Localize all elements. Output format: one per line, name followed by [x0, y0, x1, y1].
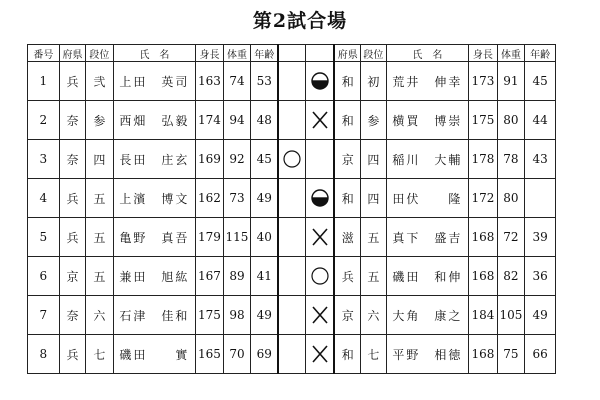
table-row: [28, 296, 556, 335]
header-result-left: [278, 45, 306, 62]
right-result: [306, 257, 335, 296]
right-result: [306, 179, 335, 218]
left-name: 上濱 博文: [113, 179, 196, 218]
left-name: 兼田 旭紘: [113, 257, 196, 296]
right-rank: 五: [361, 257, 386, 296]
left-height: 169: [196, 140, 224, 179]
left-rank: 四: [86, 140, 114, 179]
right-prefecture: 和: [334, 101, 360, 140]
right-name: 真下 盛吉: [386, 218, 469, 257]
right-name: 荒井 伸幸: [386, 62, 469, 101]
right-rank: 五: [361, 218, 386, 257]
bout-number: 2: [28, 101, 60, 140]
left-name: 長田 庄玄: [113, 140, 196, 179]
left-height: 162: [196, 179, 224, 218]
right-result: [306, 335, 335, 374]
right-name: 稲川 大輔: [386, 140, 469, 179]
left-age: 69: [251, 335, 279, 374]
circle-mark-icon: [282, 149, 302, 169]
left-weight: 74: [223, 62, 251, 101]
table-row: [28, 62, 556, 101]
right-weight: 80: [497, 101, 525, 140]
right-weight: 75: [497, 335, 525, 374]
right-age: [525, 179, 556, 218]
left-prefecture: 兵: [59, 179, 85, 218]
left-rank: 弐: [86, 62, 114, 101]
left-prefecture: 京: [59, 257, 85, 296]
left-result: [278, 140, 306, 179]
header-pref-right: 府県: [334, 45, 360, 62]
right-height: 172: [469, 179, 498, 218]
table-row: [28, 140, 556, 179]
right-rank: 参: [361, 101, 386, 140]
left-weight: 94: [223, 101, 251, 140]
right-weight: 105: [497, 296, 525, 335]
left-prefecture: 兵: [59, 218, 85, 257]
left-rank: 参: [86, 101, 114, 140]
half-circle-mark-icon: [310, 188, 330, 208]
circle-mark-icon: [310, 266, 330, 286]
left-height: 167: [196, 257, 224, 296]
right-height: 173: [469, 62, 498, 101]
right-weight: 72: [497, 218, 525, 257]
right-prefecture: 滋: [334, 218, 360, 257]
left-rank: 七: [86, 335, 114, 374]
left-weight: 115: [223, 218, 251, 257]
bout-number: 4: [28, 179, 60, 218]
bout-number: 6: [28, 257, 60, 296]
table-row: [28, 179, 556, 218]
header-row: [28, 45, 556, 62]
right-prefecture: 京: [334, 140, 360, 179]
right-height: 175: [469, 101, 498, 140]
left-result: [278, 335, 306, 374]
table-row: [28, 335, 556, 374]
left-result: [278, 179, 306, 218]
left-height: 163: [196, 62, 224, 101]
left-prefecture: 兵: [59, 335, 85, 374]
left-result: [278, 101, 306, 140]
right-name: 大角 康之: [386, 296, 469, 335]
right-result: [306, 101, 335, 140]
match-table: [27, 44, 556, 374]
header-height-right: 身長: [469, 45, 498, 62]
header-weight-left: 体重: [223, 45, 251, 62]
right-age: 44: [525, 101, 556, 140]
bout-number: 7: [28, 296, 60, 335]
right-rank: 四: [361, 140, 386, 179]
left-age: 45: [251, 140, 279, 179]
right-name: 横買 博崇: [386, 101, 469, 140]
right-name: 田伏 隆: [386, 179, 469, 218]
left-height: 179: [196, 218, 224, 257]
right-age: 66: [525, 335, 556, 374]
left-height: 175: [196, 296, 224, 335]
right-height: 168: [469, 335, 498, 374]
right-rank: 初: [361, 62, 386, 101]
left-rank: 五: [86, 179, 114, 218]
header-age-right: 年齢: [525, 45, 556, 62]
right-height: 168: [469, 257, 498, 296]
right-height: 184: [469, 296, 498, 335]
table-row: [28, 257, 556, 296]
header-name-left: 氏 名: [113, 45, 196, 62]
table-row: [28, 218, 556, 257]
header-name-right: 氏 名: [386, 45, 469, 62]
header-weight-right: 体重: [497, 45, 525, 62]
left-result: [278, 62, 306, 101]
cross-mark-icon: [310, 110, 330, 130]
right-age: 45: [525, 62, 556, 101]
right-rank: 六: [361, 296, 386, 335]
table-row: [28, 101, 556, 140]
left-prefecture: 兵: [59, 62, 85, 101]
header-rank-left: 段位: [86, 45, 114, 62]
header-no: 番号: [28, 45, 60, 62]
left-age: 49: [251, 179, 279, 218]
left-height: 165: [196, 335, 224, 374]
header-rank-right: 段位: [361, 45, 386, 62]
right-age: 49: [525, 296, 556, 335]
right-rank: 四: [361, 179, 386, 218]
left-prefecture: 奈: [59, 140, 85, 179]
left-weight: 73: [223, 179, 251, 218]
left-age: 40: [251, 218, 279, 257]
left-name: 石津 佳和: [113, 296, 196, 335]
right-weight: 80: [497, 179, 525, 218]
cross-mark-icon: [310, 305, 330, 325]
header-pref-left: 府県: [59, 45, 85, 62]
right-result: [306, 140, 335, 179]
left-rank: 五: [86, 257, 114, 296]
left-age: 49: [251, 296, 279, 335]
bout-number: 5: [28, 218, 60, 257]
header-age-left: 年齢: [251, 45, 279, 62]
left-result: [278, 218, 306, 257]
page-title: 第2試合場: [252, 10, 348, 32]
right-prefecture: 京: [334, 296, 360, 335]
right-name: 平野 相徳: [386, 335, 469, 374]
bout-number: 8: [28, 335, 60, 374]
right-weight: 91: [497, 62, 525, 101]
bout-number: 1: [28, 62, 60, 101]
left-height: 174: [196, 101, 224, 140]
right-prefecture: 兵: [334, 257, 360, 296]
cross-mark-icon: [310, 227, 330, 247]
header-height-left: 身長: [196, 45, 224, 62]
right-age: 36: [525, 257, 556, 296]
right-height: 178: [469, 140, 498, 179]
left-age: 48: [251, 101, 279, 140]
left-weight: 70: [223, 335, 251, 374]
left-result: [278, 296, 306, 335]
left-prefecture: 奈: [59, 296, 85, 335]
right-prefecture: 和: [334, 179, 360, 218]
right-result: [306, 296, 335, 335]
right-rank: 七: [361, 335, 386, 374]
left-weight: 89: [223, 257, 251, 296]
left-name: 亀野 真吾: [113, 218, 196, 257]
right-name: 磯田 和伸: [386, 257, 469, 296]
right-height: 168: [469, 218, 498, 257]
bout-number: 3: [28, 140, 60, 179]
left-age: 41: [251, 257, 279, 296]
right-result: [306, 218, 335, 257]
left-name: 西畑 弘毅: [113, 101, 196, 140]
right-result: [306, 62, 335, 101]
right-weight: 82: [497, 257, 525, 296]
right-weight: 78: [497, 140, 525, 179]
left-rank: 五: [86, 218, 114, 257]
left-weight: 98: [223, 296, 251, 335]
left-prefecture: 奈: [59, 101, 85, 140]
right-age: 43: [525, 140, 556, 179]
left-result: [278, 257, 306, 296]
right-prefecture: 和: [334, 62, 360, 101]
right-age: 39: [525, 218, 556, 257]
left-name: 磯田 實: [113, 335, 196, 374]
cross-mark-icon: [310, 344, 330, 364]
left-age: 53: [251, 62, 279, 101]
half-circle-mark-icon: [310, 71, 330, 91]
left-weight: 92: [223, 140, 251, 179]
left-rank: 六: [86, 296, 114, 335]
left-name: 上田 英司: [113, 62, 196, 101]
right-prefecture: 和: [334, 335, 360, 374]
header-result-right: [306, 45, 335, 62]
